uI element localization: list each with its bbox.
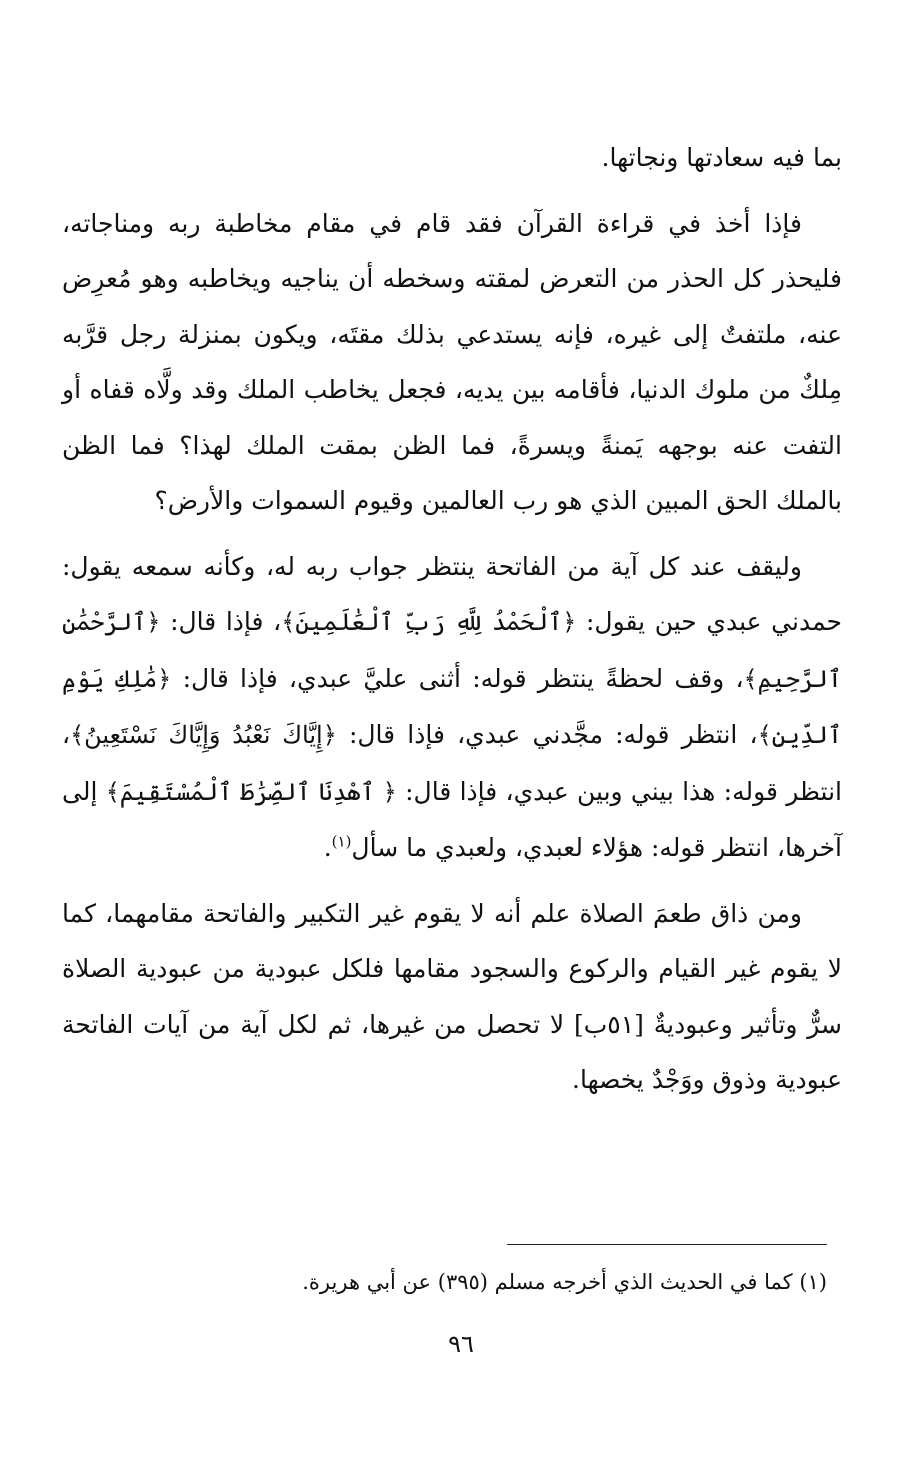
quran-verse: ﴿ٱلرَّحْمَٰنِ ٱلرَّحِيمِ﴾ (62, 608, 842, 693)
footnote: (١) كما في الحديث الذي أخرجه مسلم (٣٩٥) عن أبي هريرة. (302, 1270, 827, 1294)
paragraph-continuation: بما فيه سعادتها ونجاتها. (601, 143, 842, 172)
text-segment: ، وقف لحظةً ينتظر قوله: أثنى عليَّ عبدي، فإذا قال: (171, 663, 744, 693)
quran-verse: ﴿إِيَّاكَ نَعْبُدُ وَإِيَّاكَ نَسْتَعِينُ﴾ (70, 721, 337, 749)
quran-verse: ﴿مَٰلِكِ يَوْمِ ٱلدِّينِ﴾ (62, 664, 842, 749)
quran-verse: ﴿ٱلْحَمْدُ لِلَّهِ رَبِّ ٱلْعَٰلَمِينَ﴾ (281, 608, 577, 636)
paragraph-fatiha-verses (62, 539, 842, 876)
main-text (62, 130, 842, 1118)
footnote-reference: (١) (331, 832, 352, 851)
paragraph-prayer-worship: ومن ذاق طعمَ الصلاة علم أنه لا يقوم غير التكبير والفاتحة مقامهما، كما لا يقوم غير القيام والركوع والسجود مقامها فلكل عبودية من عبودية الصلاة سرٌّ وتأثير وعبوديةٌ [٥١ب] لا تحصل من غيرها، ثم لكل آية من آيات الفاتحة عبودية وذوق ووَجْدٌ يخصها. (62, 898, 842, 1094)
paragraph-quran-reading: فإذا أخذ في قراءة القرآن فقد قام في مقام مخاطبة ربه ومناجاته، فليحذر كل الحذر من التعرض لمقته وسخطه أن يناجيه ويخاطبه وهو مُعرِض عنه، ملتفتٌ إلى غيره، فإنه يستدعي بذلك مقتَه، ويكون بمنزلة رجل قرَّبه مِلكٌ من ملوك الدنيا، فأقامه بين يديه، فجعل يخاطب الملك وقد ولَّاه قفاه أو التفت عنه بوجهه يَمنةً ويسرةً، فما الظن بمقت الملك لهذا؟ فما الظن بالملك الحق المبين الذي هو رب العالمين وقيوم السموات والأرض؟ (62, 208, 842, 515)
text-segment: ، فإذا قال: (160, 607, 282, 636)
text-segment: ، انتظر قوله: هذا بيني وبين عبدي، فإذا قال: (62, 720, 842, 806)
page-number: ٩٦ (448, 1330, 474, 1358)
quran-verse: ﴿ ٱهْدِنَا ٱلصِّرَٰطَ ٱلْمُسْتَقِيمَ﴾ (105, 777, 397, 806)
text-segment: وليقف عند كل آية من الفاتحة ينتظر جواب ربه له، وكأنه سمعه يقول: حمدني عبدي حين يقول: (62, 551, 843, 636)
text-segment: إلى آخرها، انتظر قوله: هؤلاء لعبدي، ولعبدي ما سأل (62, 776, 842, 862)
footnote-divider (507, 1244, 827, 1245)
text-segment: ، انتظر قوله: مجَّدني عبدي، فإذا قال: (336, 720, 758, 749)
text-segment: . (323, 833, 332, 862)
